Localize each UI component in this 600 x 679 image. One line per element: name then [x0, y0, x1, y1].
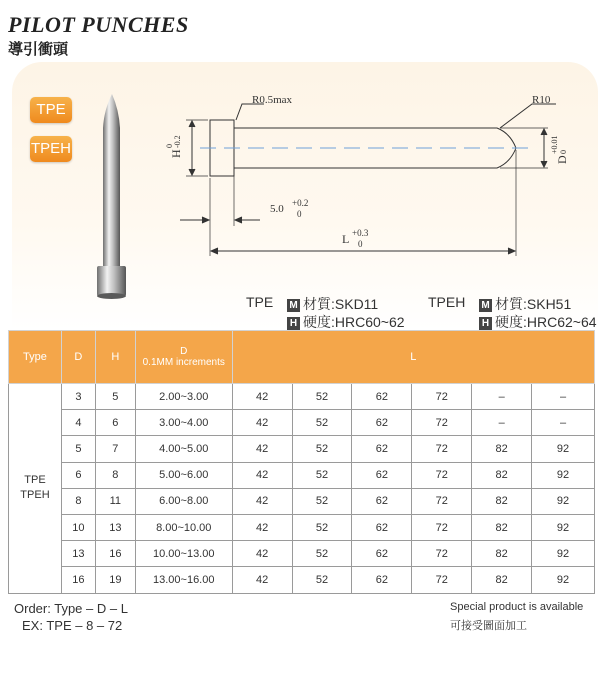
- type-value-tpe: TPE: [24, 474, 46, 487]
- punch-drawing: [0, 0, 600, 330]
- head-length-tol-upper: +0.2: [292, 198, 309, 208]
- cell-l: 62: [352, 462, 412, 488]
- page-title: PILOT PUNCHES: [8, 12, 189, 37]
- table-header-row: [9, 331, 595, 384]
- type-value-tpeh: TPEH: [20, 489, 50, 502]
- table-row: [9, 488, 595, 514]
- cell-l: 82: [472, 567, 532, 593]
- header-d-inc-sub: 0.1MM increments: [142, 357, 225, 368]
- table-row: [9, 541, 595, 567]
- material-box-icon: M: [479, 299, 492, 312]
- hardness-label: 硬度:: [303, 314, 335, 330]
- cell-l: –: [532, 384, 595, 410]
- cell-l: 52: [292, 436, 352, 462]
- cell-l: 62: [352, 567, 412, 593]
- table-row: [9, 410, 595, 436]
- length-tol-upper: +0.3: [352, 228, 369, 238]
- cell-l: 82: [472, 488, 532, 514]
- cell-l: 92: [532, 541, 595, 567]
- punch-photo: [97, 94, 126, 299]
- hardness-value: HRC62~64: [526, 314, 597, 330]
- cell-d-range: 4.00~5.00: [135, 436, 232, 462]
- cell-d: 4: [61, 410, 95, 436]
- table-row: [9, 567, 595, 593]
- hardness-box-icon: H: [479, 317, 492, 330]
- cell-l: 42: [232, 462, 292, 488]
- cell-d: 3: [61, 384, 95, 410]
- tpe-type-label: TPE: [246, 294, 274, 310]
- cell-d-range: 2.00~3.00: [135, 384, 232, 410]
- cell-d-range: 10.00~13.00: [135, 541, 232, 567]
- material-value: SKD11: [334, 296, 379, 312]
- cell-h: 16: [95, 541, 135, 567]
- d-tol-lower: 0: [559, 150, 568, 154]
- material-label: 材質:: [303, 296, 335, 312]
- cell-l: 42: [232, 541, 292, 567]
- cell-l: 72: [412, 488, 472, 514]
- d-label: D: [555, 155, 569, 164]
- header-d: D: [61, 331, 95, 384]
- cell-h: 19: [95, 567, 135, 593]
- tpe-hardness: [287, 312, 405, 332]
- table-row: [9, 462, 595, 488]
- cell-l: 82: [472, 514, 532, 540]
- h-tol-lower: -0.2: [173, 135, 182, 148]
- cell-l: 92: [532, 567, 595, 593]
- cell-l: 72: [412, 541, 472, 567]
- spec-table: [8, 330, 595, 594]
- cell-d-range: 3.00~4.00: [135, 410, 232, 436]
- cell-l: 92: [532, 488, 595, 514]
- cell-h: 5: [95, 384, 135, 410]
- cell-l: 72: [412, 410, 472, 436]
- cell-l: 82: [472, 462, 532, 488]
- cell-d: 8: [61, 488, 95, 514]
- tpeh-hardness: [479, 312, 597, 332]
- cell-l: 42: [232, 384, 292, 410]
- cell-l: 42: [232, 436, 292, 462]
- table-row: [9, 514, 595, 540]
- head-length-label: 5.0: [270, 203, 284, 215]
- cell-l: 72: [412, 384, 472, 410]
- special-note-zh: 可接受圖面加工: [450, 620, 527, 632]
- badge-tpe: TPE: [30, 97, 72, 123]
- cell-h: 8: [95, 462, 135, 488]
- material-value: SKH51: [526, 296, 572, 312]
- cell-d-range: 5.00~6.00: [135, 462, 232, 488]
- type-cell: [9, 384, 62, 594]
- nose-radius-label: R10: [532, 94, 551, 106]
- header-d-inc-label: D: [180, 346, 188, 357]
- cell-l: 82: [472, 436, 532, 462]
- cell-l: 72: [412, 567, 472, 593]
- cell-l: 52: [292, 541, 352, 567]
- cell-l: 62: [352, 436, 412, 462]
- cell-l: 42: [232, 488, 292, 514]
- cell-l: 62: [352, 488, 412, 514]
- hardness-label: 硬度:: [495, 314, 527, 330]
- cell-l: 72: [412, 436, 472, 462]
- cell-l: 62: [352, 541, 412, 567]
- page-subtitle: 導引衝頭: [8, 41, 69, 58]
- hardness-box-icon: H: [287, 317, 300, 330]
- cell-l: –: [532, 410, 595, 436]
- cell-d-range: 13.00~16.00: [135, 567, 232, 593]
- cell-d-range: 6.00~8.00: [135, 488, 232, 514]
- tip-radius-label: R0.5max: [252, 94, 293, 106]
- length-tol-lower: 0: [358, 239, 363, 249]
- cell-l: 92: [532, 514, 595, 540]
- material-box-icon: M: [287, 299, 300, 312]
- cell-d: 5: [61, 436, 95, 462]
- badge-tpeh: TPEH: [30, 136, 72, 162]
- cell-l: 42: [232, 567, 292, 593]
- cell-d: 16: [61, 567, 95, 593]
- table-row: [9, 384, 595, 410]
- hardness-value: HRC60~62: [334, 314, 405, 330]
- h-label: H: [169, 149, 183, 158]
- cell-l: 42: [232, 410, 292, 436]
- cell-l: 52: [292, 567, 352, 593]
- cell-l: 82: [472, 541, 532, 567]
- tpe-material: [287, 294, 378, 314]
- header-l: L: [232, 331, 594, 384]
- cell-d-range: 8.00~10.00: [135, 514, 232, 540]
- cell-d: 6: [61, 462, 95, 488]
- header-type: Type: [9, 331, 62, 384]
- tpeh-type-label: TPEH: [428, 294, 466, 310]
- cell-h: 11: [95, 488, 135, 514]
- cell-l: 52: [292, 514, 352, 540]
- length-label: L: [342, 232, 350, 246]
- cell-l: 62: [352, 410, 412, 436]
- d-tol-upper: +0.01: [550, 135, 559, 154]
- cell-l: 72: [412, 462, 472, 488]
- cell-h: 6: [95, 410, 135, 436]
- header-d-increments: [135, 331, 232, 384]
- order-format: Order: Type – D – L: [14, 601, 128, 616]
- cell-l: 52: [292, 462, 352, 488]
- cell-l: –: [472, 384, 532, 410]
- cell-l: 52: [292, 384, 352, 410]
- cell-l: 92: [532, 462, 595, 488]
- cell-l: 52: [292, 488, 352, 514]
- cell-l: –: [472, 410, 532, 436]
- material-label: 材質:: [495, 296, 527, 312]
- special-note-en: Special product is available: [450, 601, 584, 613]
- cell-l: 42: [232, 514, 292, 540]
- header-h: H: [95, 331, 135, 384]
- head-length-tol-lower: 0: [297, 209, 302, 219]
- h-tol-upper: 0: [165, 144, 174, 148]
- order-example: EX: TPE – 8 – 72: [22, 618, 123, 633]
- cell-h: 13: [95, 514, 135, 540]
- tpeh-material: [479, 294, 571, 314]
- cell-d: 10: [61, 514, 95, 540]
- cell-d: 13: [61, 541, 95, 567]
- cell-l: 52: [292, 410, 352, 436]
- table-row: [9, 436, 595, 462]
- cell-l: 72: [412, 514, 472, 540]
- cell-l: 62: [352, 384, 412, 410]
- cell-l: 62: [352, 514, 412, 540]
- cell-l: 92: [532, 436, 595, 462]
- cell-h: 7: [95, 436, 135, 462]
